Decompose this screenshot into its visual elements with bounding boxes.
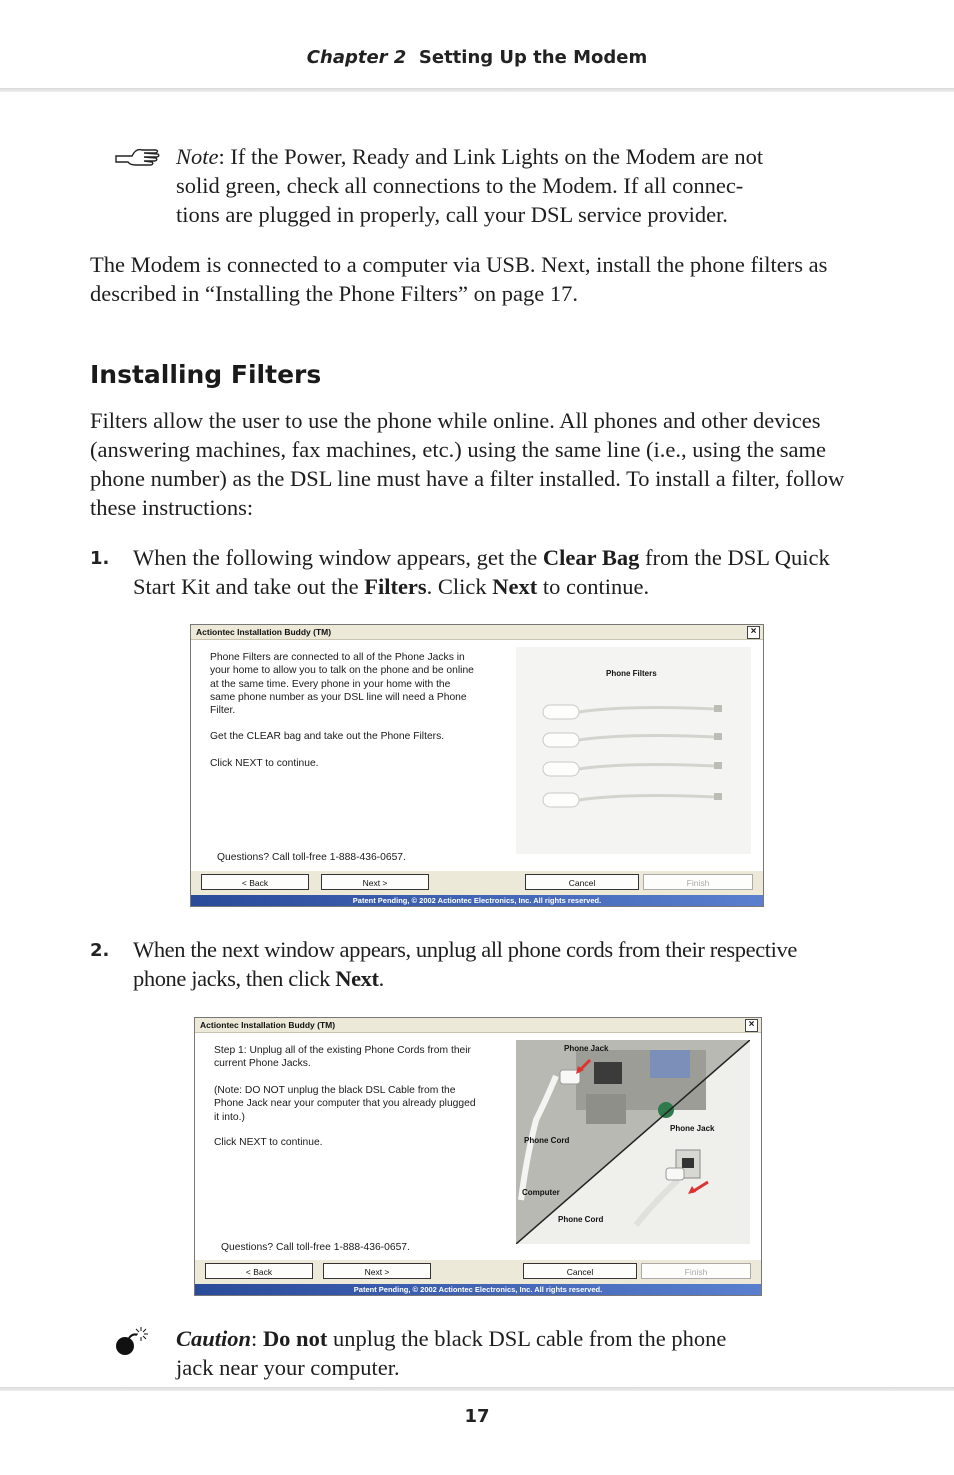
label-computer: Computer [522, 1188, 560, 1197]
dialog-line: same phone number as your DSL line will need a Phone [210, 691, 467, 703]
clear-bag-term: Clear Bag [542, 545, 640, 570]
usb-line-1: The Modem is connected to a computer via USB. Next, install the phone filters as [90, 252, 828, 277]
filters-line-2: (answering machines, fax machines, etc.) using the same line (i.e., using the same [90, 437, 827, 462]
dialog-line: Phone Filters are connected to all of the Phone Jacks in [210, 652, 465, 663]
dialog-note-text [214, 1084, 514, 1124]
next-term: Next [492, 574, 538, 599]
finish-button[interactable]: Finish [641, 1263, 751, 1279]
step-1-text-d: Start Kit and take out the [133, 574, 365, 599]
header-rule [0, 88, 954, 92]
dialog-step-text [214, 1044, 514, 1071]
next-term: Next [335, 966, 379, 991]
label-phone-jack-1: Phone Jack [564, 1044, 609, 1053]
dialog-clear-bag-text: Get the CLEAR bag and take out the Phone Filters. [210, 731, 445, 742]
note-line-3: tions are plugged in properly, call your DSL service provider. [176, 202, 728, 227]
dialog-line: Filter. [210, 705, 236, 717]
back-button[interactable]: < Back [201, 874, 309, 890]
step-2-text-c: . [378, 966, 384, 991]
note-block [176, 142, 816, 229]
dialog-line: your home to allow you to talk on the phone and be online [210, 665, 474, 677]
dialog-line: it into.) [214, 1111, 245, 1123]
step-2-text [133, 935, 873, 993]
dialog-title: Actiontec Installation Buddy (TM) [195, 1018, 761, 1033]
chapter-label: Chapter 2 [306, 47, 407, 68]
dialog-footer: Patent Pending, © 2002 Actiontec Electronics, Inc. All rights reserved. [191, 895, 763, 906]
dialog-phone-filters [190, 624, 764, 907]
dialog-questions-text: Questions? Call toll-free 1-888-436-0657. [221, 1242, 410, 1253]
dialog-intro-text [210, 651, 510, 717]
caution-label: Caution [176, 1326, 252, 1351]
dialog-unplug-cords [194, 1017, 762, 1296]
chapter-title: Setting Up the Modem [418, 47, 648, 68]
dialog-body [195, 1033, 761, 1260]
step-1-text [133, 543, 873, 601]
step-1-number: 1. [90, 548, 110, 569]
dialog-footer: Patent Pending, © 2002 Actiontec Electronics, Inc. All rights reserved. [195, 1284, 761, 1295]
next-button[interactable]: Next > [323, 1263, 431, 1279]
filters-paragraph [90, 406, 880, 522]
next-button[interactable]: Next > [321, 874, 429, 890]
dialog-line: at the same time. Every phone in your home with the [210, 678, 451, 690]
step-1-text-f: to continue. [537, 574, 650, 599]
filters-line-4: these instructions: [90, 495, 254, 520]
caution-colon: : [251, 1326, 263, 1351]
cancel-button[interactable]: Cancel [523, 1263, 637, 1279]
dialog-title: Actiontec Installation Buddy (TM) [191, 625, 763, 640]
step-1-text-c: from the DSL Quick [639, 545, 830, 570]
step-2-text-a: phone jacks, then click [133, 966, 336, 991]
dialog-line: Phone Jack near your computer that you already plugged [214, 1098, 476, 1110]
caution-line-2: jack near your computer. [176, 1355, 400, 1380]
caution-emphasis: Do not [262, 1326, 328, 1351]
dialog-questions-text: Questions? Call toll-free 1-888-436-0657. [217, 852, 406, 863]
pointing-hand-icon [114, 142, 160, 172]
note-line-1: : If the Power, Ready and Link Lights on the Modem are not [218, 144, 764, 169]
step-1-text-e: . Click [426, 574, 493, 599]
running-head [0, 47, 954, 68]
usb-paragraph [90, 250, 870, 308]
label-phone-cord-2: Phone Cord [558, 1215, 604, 1224]
phone-filters-photo [516, 647, 751, 854]
dialog-line: Step 1: Unplug all of the existing Phone Cords from their [214, 1045, 471, 1056]
note-line-2: solid green, check all connections to the Modem. If all connec- [176, 173, 744, 198]
cancel-button[interactable]: Cancel [525, 874, 639, 890]
caution-block [176, 1324, 796, 1382]
phone-jack-photo [516, 1040, 750, 1244]
label-phone-cord-1: Phone Cord [524, 1136, 570, 1145]
close-icon[interactable]: × [745, 1019, 758, 1032]
note-label: Note [176, 144, 219, 169]
caution-line-1: unplug the black DSL cable from the phone [327, 1326, 727, 1351]
dialog-continue-text: Click NEXT to continue. [210, 758, 319, 769]
finish-button[interactable]: Finish [643, 874, 753, 890]
filters-term: Filters [364, 574, 427, 599]
section-heading: Installing Filters [90, 360, 322, 389]
close-icon[interactable]: × [747, 626, 760, 639]
step-2-line-1: When the next window appears, unplug all phone cords from their respective [133, 937, 797, 962]
bomb-icon [114, 1327, 154, 1357]
dialog-continue-text: Click NEXT to continue. [214, 1137, 323, 1148]
step-1-text-a: When the following window appears, get the [133, 545, 543, 570]
footer-rule [0, 1387, 954, 1391]
photo-label-phone-filters: Phone Filters [606, 669, 657, 678]
dialog-body [191, 640, 763, 871]
page-number: 17 [464, 1406, 490, 1427]
dialog-line: (Note: DO NOT unplug the black DSL Cable from the [214, 1085, 456, 1096]
phone-filters-illustration [516, 647, 751, 854]
back-button[interactable]: < Back [205, 1263, 313, 1279]
filters-line-3: phone number) as the DSL line must have a filter installed. To install a filter, follow [90, 466, 845, 491]
usb-line-2: described in “Installing the Phone Filters” on page 17. [90, 281, 579, 306]
label-phone-jack-2: Phone Jack [670, 1124, 715, 1133]
dialog-line: current Phone Jacks. [214, 1058, 311, 1070]
filters-line-1: Filters allow the user to use the phone while online. All phones and other devices [90, 408, 821, 433]
step-2-number: 2. [90, 940, 110, 961]
